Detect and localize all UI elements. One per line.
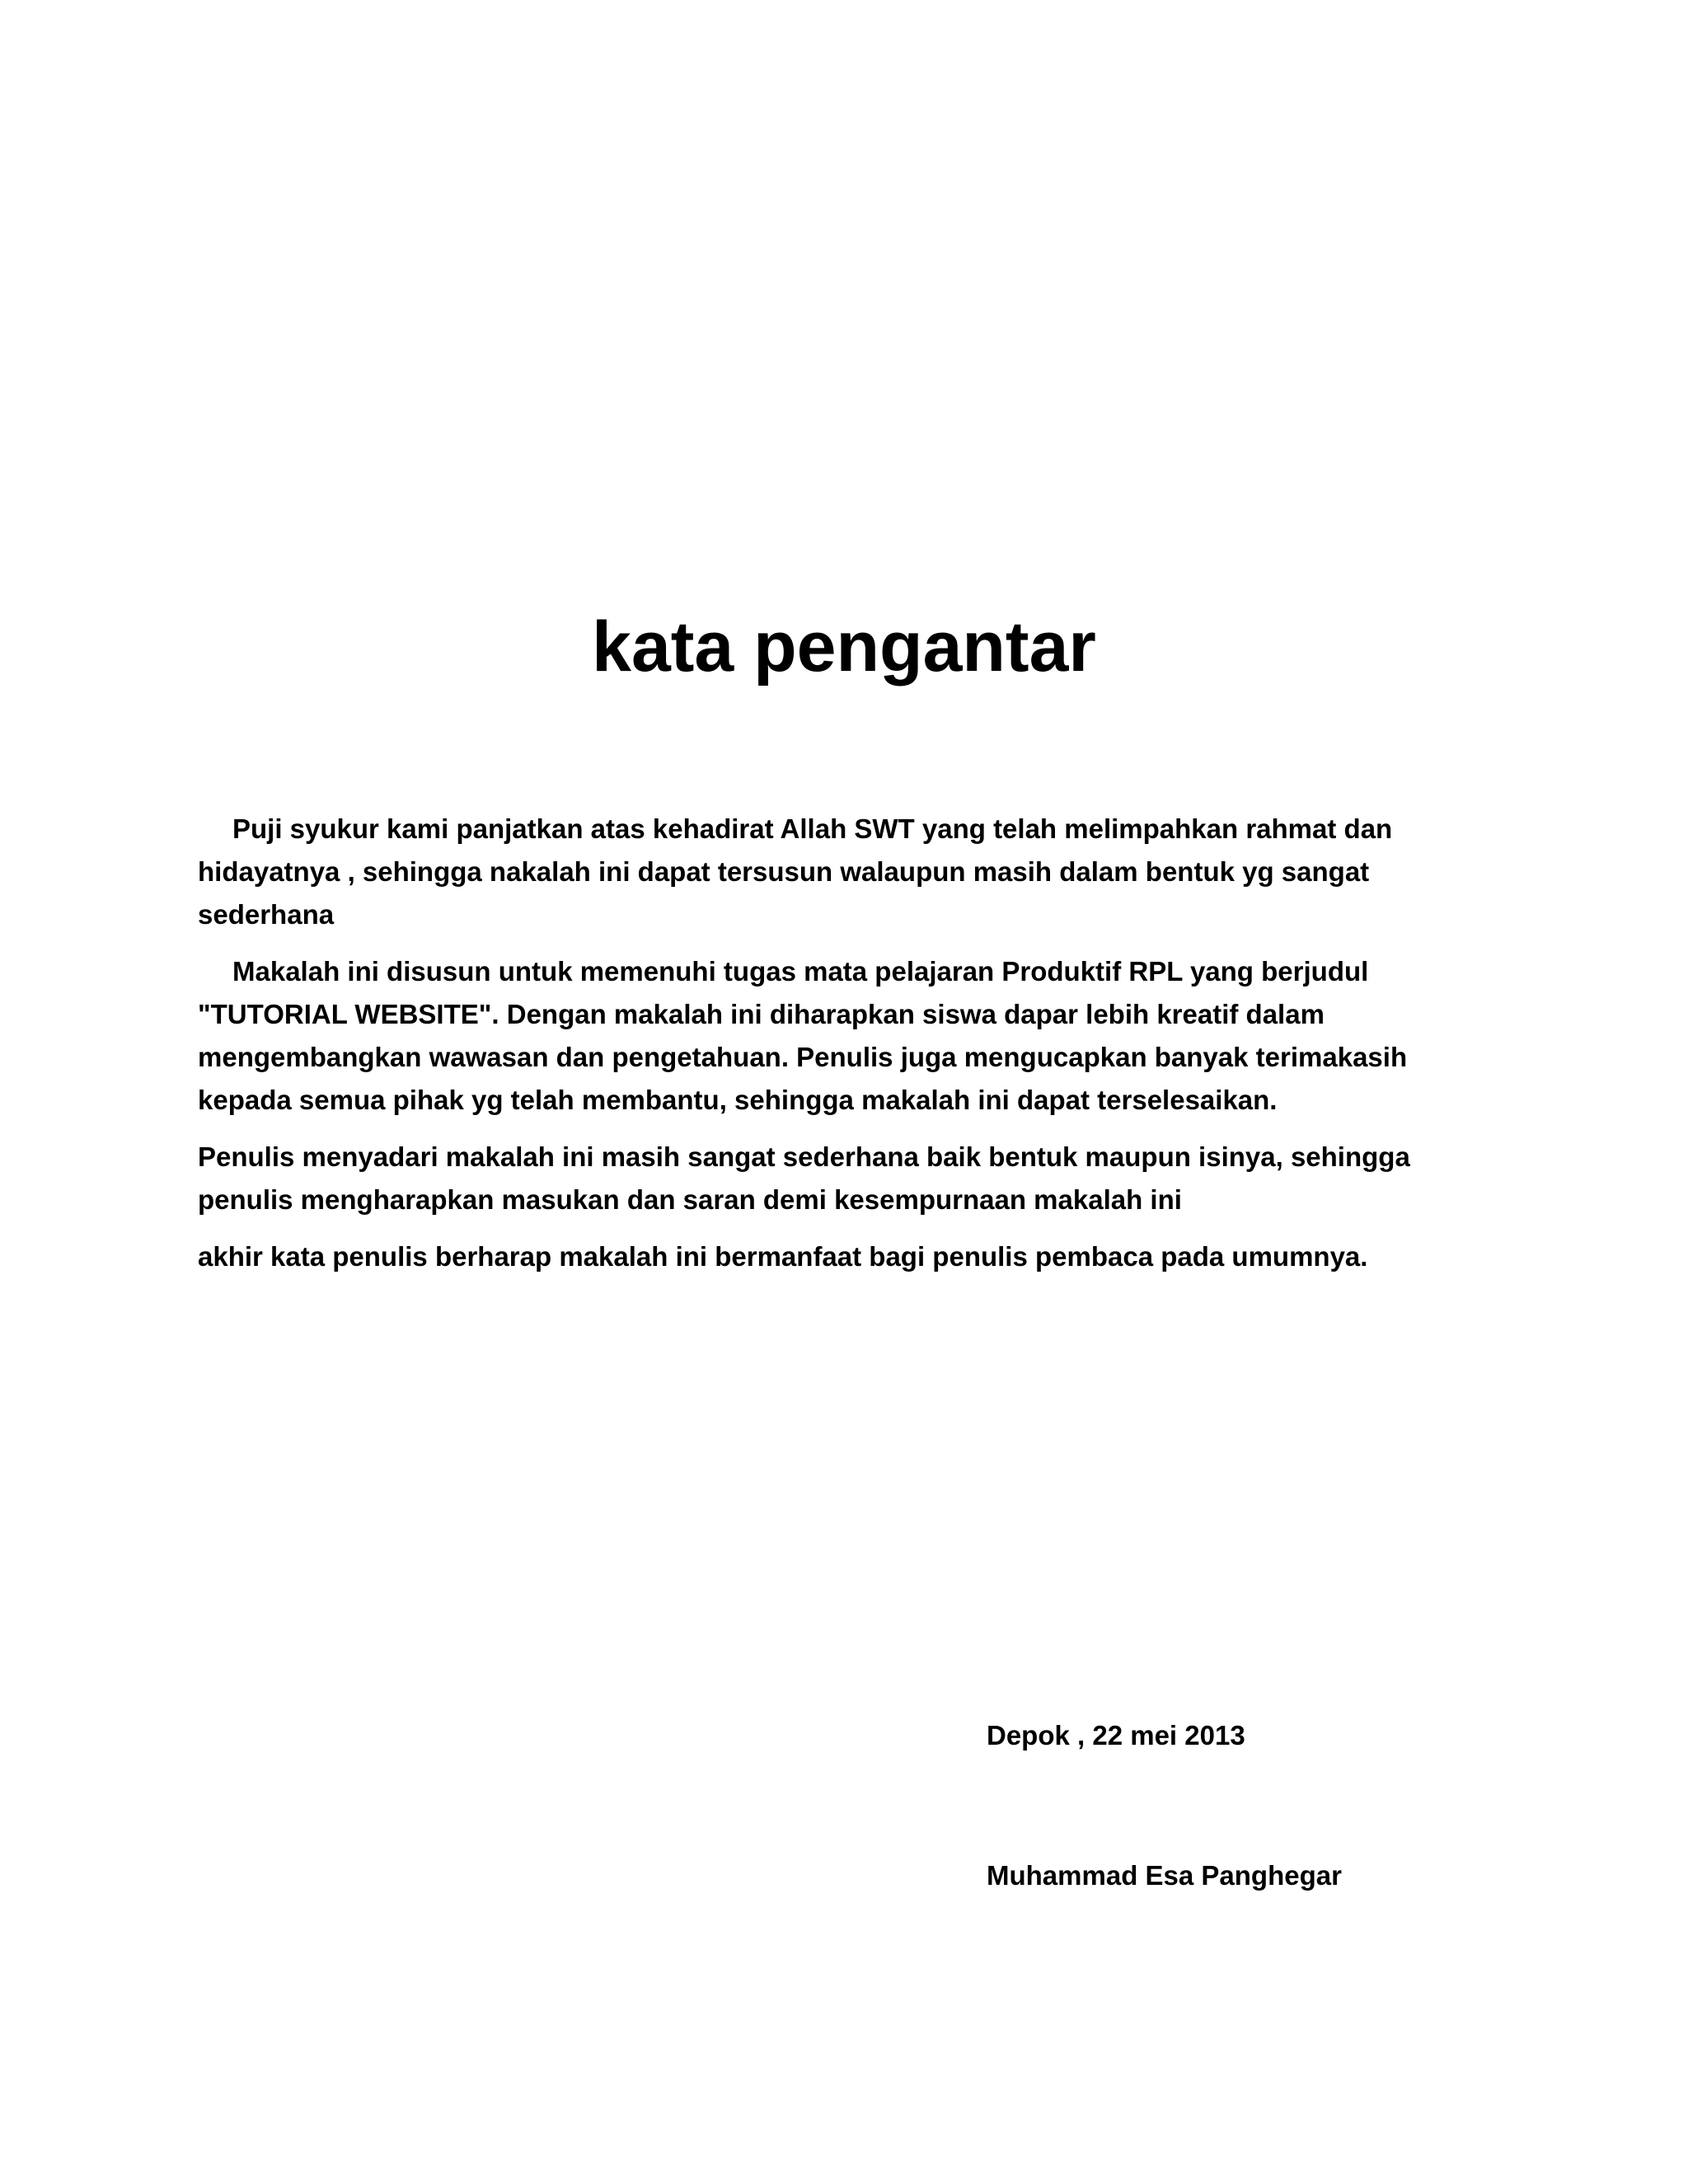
paragraph-acknowledgement: Penulis menyadari makalah ini masih sangat sederhana baik bentuk maupun isinya, sehingga penulis mengharapkan masukan dan saran demi kesempurnaan makalah ini [198, 1141, 1410, 1215]
paragraph-closing: akhir kata penulis berharap makalah ini bermanfaat bagi penulis pembaca pada umumnya. [198, 1241, 1368, 1272]
page-title: kata pengantar [592, 607, 1096, 687]
paragraph-gratitude: Puji syukur kami panjatkan atas kehadirat Allah SWT yang telah melimpahkan rahmat dan hidayatnya , sehingga nakalah ini dapat tersusun walaupun masih dalam bentuk yg sangat sederhana [198, 813, 1393, 930]
signature-name: Muhammad Esa Panghegar [987, 1860, 1342, 1891]
document-body [198, 808, 1492, 1292]
paragraph-purpose: Makalah ini disusun untuk memenuhi tugas mata pelajaran Produktif RPL yang berjudul "TUTORIAL WEBSITE". Dengan makalah ini diharapkan siswa dapar lebih kreatif dalam mengembangkan wawasan dan pengetahuan. Penulis juga mengucapkan banyak terimakasih kepada semua pihak yg telah membantu, sehingga makalah ini dapat terselesaikan. [198, 956, 1408, 1115]
signature-place-date: Depok , 22 mei 2013 [987, 1720, 1245, 1750]
